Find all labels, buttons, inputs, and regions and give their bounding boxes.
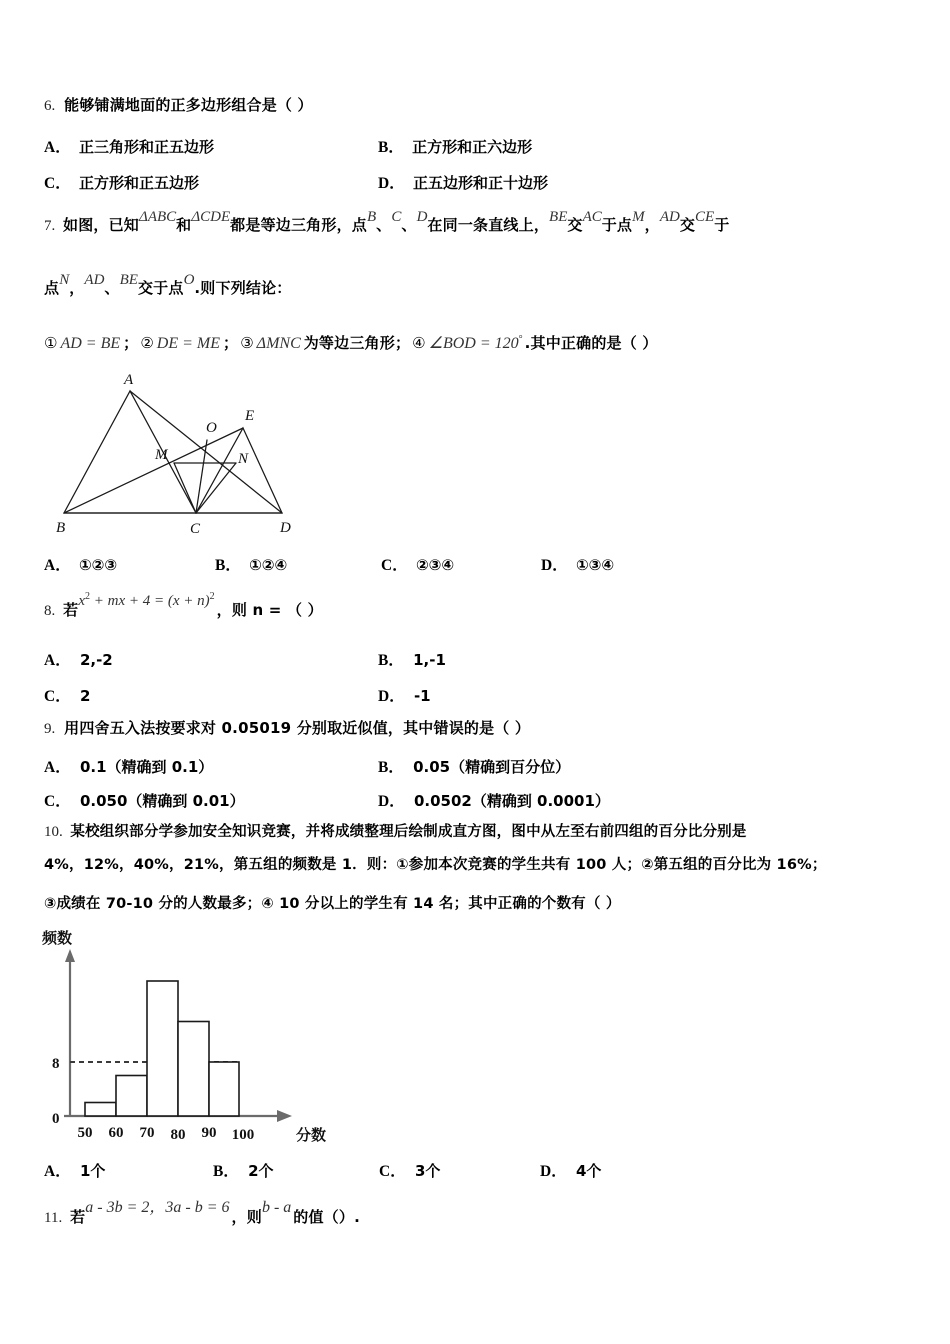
option-text: 1个 [79, 1162, 106, 1180]
q8-prefix: 若 [63, 601, 79, 619]
x-tick-80: 80 [170, 1127, 186, 1143]
question-7-stem-line1 [44, 209, 730, 236]
y-tick-origin: 0 [52, 1111, 60, 1127]
option-text: 正五边形和正十边形 [412, 174, 548, 192]
question-7-figure [42, 368, 342, 543]
question-10-stem-line2 [44, 855, 827, 875]
label-C: C [190, 521, 201, 537]
question-6-option-b[interactable] [378, 135, 532, 157]
q7-text-11: 于 [714, 216, 730, 234]
option-label: C． [381, 557, 408, 574]
question-10-option-b[interactable] [213, 1159, 274, 1181]
option-text: ②③④ [415, 556, 455, 574]
option-text: 0.0502（精确到 0.0001） [413, 792, 610, 810]
label-A: A [124, 372, 134, 388]
q7-text-7: 交 [567, 216, 583, 234]
option-label: A． [44, 139, 71, 156]
q7-text-9: ， [644, 216, 660, 234]
question-7-stem-line2 [44, 272, 292, 299]
question-10-option-a[interactable] [44, 1159, 105, 1181]
q7-text-13: ， [69, 279, 85, 297]
q7-text-4: 、 [376, 216, 392, 234]
y-axis-label: 频数 [42, 929, 73, 947]
claim-sep-3: ； [394, 334, 411, 352]
question-9-option-b[interactable] [378, 755, 570, 777]
triangle-cde [196, 428, 282, 513]
option-label: D． [378, 793, 405, 810]
q8-lhs: x [78, 593, 85, 609]
question-10-number: 10. [44, 824, 63, 840]
option-label: B． [378, 759, 404, 776]
option-label: C． [44, 688, 71, 705]
x-tick-90: 90 [201, 1125, 217, 1141]
option-text: 1,-1 [413, 651, 446, 669]
q8-rhs-exponent: 2 [209, 591, 215, 602]
q7-text-15: 交于点 [137, 279, 184, 297]
option-label: B． [378, 139, 404, 156]
question-6-option-c[interactable] [44, 171, 199, 193]
q7-math-ad: AD [659, 209, 680, 225]
q8-rhs: (x + n) [167, 593, 210, 609]
option-text: ①②③ [78, 556, 118, 574]
question-8-stem [44, 591, 323, 623]
question-8-option-b[interactable] [378, 648, 446, 670]
option-text: 2,-2 [79, 651, 113, 669]
q11-expression: b - a [261, 1199, 292, 1216]
question-9-stem [44, 718, 530, 739]
question-8-number: 8. [44, 603, 56, 619]
q10-line1: 某校组织部分学参加安全知识竞赛，并将成绩整理后绘制成直方图，图中从左至右前四组的百分比分别是 [70, 824, 747, 840]
q7-math-c: C [391, 209, 402, 225]
q7-math-ac: AC [582, 209, 602, 225]
question-7-option-a[interactable] [44, 553, 117, 575]
label-M: M [155, 447, 168, 463]
option-text: 正方形和正五边形 [78, 174, 199, 192]
question-10-stem-line1 [44, 822, 747, 842]
claim-3-math: ΔMNC [256, 335, 301, 352]
x-tick-70: 70 [139, 1125, 155, 1141]
x-tick-50: 50 [77, 1125, 93, 1141]
q7-math-n: N [59, 272, 70, 288]
bar-80-90 [178, 1022, 209, 1117]
question-9-option-c[interactable] [44, 789, 245, 811]
option-text: 3个 [414, 1162, 441, 1180]
q7-math-d: D [416, 209, 428, 225]
option-label: D． [378, 688, 405, 705]
question-11-number: 11. [44, 1210, 63, 1226]
label-D: D [280, 520, 291, 536]
q7-text-8: 于点 [601, 216, 633, 234]
option-text: ①③④ [575, 556, 615, 574]
question-6-stem [44, 95, 313, 116]
option-text: 正方形和正六边形 [412, 138, 533, 156]
question-7-option-b[interactable] [215, 553, 287, 575]
q7-math-b: B [366, 209, 377, 225]
question-10-stem-line3 [44, 894, 621, 914]
question-7-option-c[interactable] [381, 553, 454, 575]
q11-equation: a - 3b = 2，3a - b = 6 [85, 1199, 230, 1216]
claim-1-math: AD = BE [60, 335, 121, 352]
option-text: -1 [413, 687, 431, 705]
option-label: A． [44, 557, 71, 574]
question-9-option-d[interactable] [378, 789, 610, 811]
x-axis-label: 分数 [296, 1126, 327, 1144]
q7-text-14: 、 [104, 279, 120, 297]
option-label: A． [44, 652, 71, 669]
q7-text-3: 都是等边三角形，点 [230, 216, 367, 234]
bar-70-80 [147, 981, 178, 1116]
triangle-abc [64, 391, 196, 513]
q7-text-12: 点 [44, 279, 60, 297]
q8-suffix: ，则 n = （ ） [216, 601, 323, 619]
claim-2-math: DE = ME [156, 335, 221, 352]
question-9-number: 9. [44, 721, 56, 737]
bar-50-60 [85, 1103, 116, 1117]
label-N: N [238, 451, 249, 467]
q7-text-6: 在同一条直线上， [427, 216, 550, 234]
question-10-option-d[interactable] [540, 1159, 601, 1181]
option-text: 2个 [248, 1162, 274, 1180]
q11-mid: ，则 [231, 1208, 262, 1226]
option-text: 0.1（精确到 0.1） [79, 758, 214, 776]
question-6-option-d[interactable] [378, 171, 548, 193]
q7-math-o: O [183, 272, 195, 288]
question-10-option-c[interactable] [379, 1159, 440, 1181]
q10-line3: ③成绩在 70-10 分的人数最多；④ 10 分以上的学生有 14 名；其中正确的个数有（ ） [44, 896, 621, 912]
option-text: 4个 [575, 1162, 602, 1180]
q7-math-be: BE [549, 209, 568, 225]
degree-symbol: ° [518, 334, 523, 345]
q7-math-abc: ΔABC [139, 209, 177, 225]
q11-suffix: 的值（）. [293, 1208, 360, 1226]
claim-sep-2: ； [223, 334, 239, 352]
option-text: ①②④ [249, 556, 288, 574]
q7-math-m: M [632, 209, 645, 225]
q7-math-ce: CE [695, 209, 715, 225]
option-label: C． [379, 1163, 406, 1180]
question-7-number: 7. [44, 218, 56, 234]
bar-60-70 [116, 1076, 147, 1117]
q10-line2: 4%，12%，40%，21%，第五组的频数是 1．则：①参加本次竞赛的学生共有 100 人；②第五组的百分比为 16%； [44, 857, 827, 873]
q8-equation-mid: + mx + 4 = [90, 593, 168, 609]
claim-4-marker: ④ [412, 334, 426, 352]
question-8-option-c[interactable] [44, 684, 90, 706]
segment-be [64, 428, 243, 513]
question-8-option-a[interactable] [44, 648, 113, 670]
q11-prefix: 若 [70, 1208, 86, 1226]
claim-2-marker: ② [140, 334, 154, 352]
label-O: O [206, 420, 217, 436]
question-6-stem-text: 能够铺满地面的正多边形组合是（ ） [64, 96, 313, 114]
x-tick-100: 100 [231, 1127, 255, 1143]
q7-math-be2: BE [119, 272, 138, 288]
question-11-stem [44, 1199, 360, 1228]
q7-text-2: 和 [176, 216, 192, 234]
q8-lhs-exponent: 2 [85, 591, 90, 602]
option-label: B． [378, 652, 404, 669]
question-8-option-d[interactable] [378, 684, 431, 706]
label-E: E [245, 408, 255, 424]
y-axis-arrow-icon [65, 949, 75, 962]
option-text: 0.050（精确到 0.01） [79, 792, 245, 810]
y-tick-0: 8 [52, 1056, 60, 1072]
question-6-number: 6. [44, 98, 56, 114]
option-text: 0.05（精确到百分位） [413, 758, 571, 776]
claim-3-text: 为等边三角形 [303, 334, 395, 352]
option-label: D． [378, 175, 405, 192]
q7-text-5: 、 [401, 216, 417, 234]
option-label: D． [540, 1163, 567, 1180]
option-label: A． [44, 1163, 71, 1180]
chart-bars [85, 981, 239, 1116]
option-label: C． [44, 793, 71, 810]
q7-text-16: .则下列结论： [194, 279, 292, 297]
option-text: 正三角形和正五边形 [78, 138, 214, 156]
option-label: B． [215, 557, 241, 574]
question-9-option-a[interactable] [44, 755, 213, 777]
claim-1-marker: ① [44, 334, 58, 352]
question-7-claims [44, 333, 658, 356]
option-text: 2 [79, 687, 91, 705]
bar-90-100 [209, 1062, 239, 1116]
option-label: C． [44, 175, 71, 192]
option-label: B． [213, 1163, 239, 1180]
x-tick-60: 60 [108, 1125, 124, 1141]
question-6-option-a[interactable] [44, 135, 214, 157]
q7-math-cde: ΔCDE [191, 209, 231, 225]
q7-text-10: 交 [679, 216, 696, 234]
label-B: B [56, 520, 66, 536]
claim-4-math: ∠BOD = 120 [428, 335, 519, 352]
x-axis-arrow-icon [277, 1110, 292, 1122]
q7-text-1: 如图，已知 [63, 216, 140, 234]
question-7-option-d[interactable] [541, 553, 614, 575]
segment-cm [174, 463, 196, 513]
option-label: A． [44, 759, 71, 776]
question-10-histogram-chart [34, 925, 354, 1145]
option-label: D． [541, 557, 568, 574]
claim-3-marker: ③ [240, 334, 254, 352]
claim-tail: .其中正确的是（ ） [524, 334, 658, 352]
q7-math-ad2: AD [84, 272, 105, 288]
claim-sep-1: ； [123, 334, 139, 352]
question-9-stem-text: 用四舍五入法按要求对 0.05019 分别取近似值，其中错误的是（ ） [64, 719, 531, 737]
